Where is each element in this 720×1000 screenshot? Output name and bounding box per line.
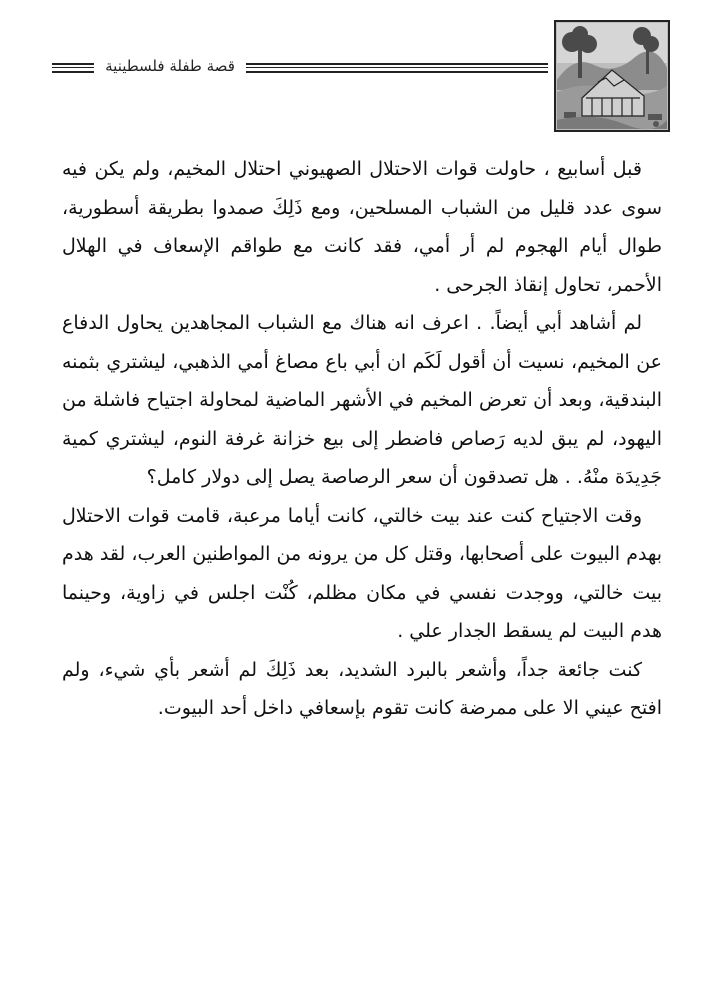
paragraph-3: وقت الاجتياح كنت عند بيت خالتي، كانت أياما مرعبة، قامت قوات الاحتلال بهدم البيوت على أصحابها، وقتل كل من يرونه من المواطنين العرب، لقد هدم بيت خالتي، ووجدت نفسي في مكان مظلم، كُنْت اجلس في زاوية، وحينما هدم البيت لم يسقط الجدار علي .	[62, 504, 662, 642]
paragraph-4: كنت جائعة جداً، وأشعر بالبرد الشديد، بعد ذَلِكَ لم أشعر بأي شيء، ولم افتح عيني الا على ممرضة كانت تقوم بإسعافي داخل أحد البيوت.	[62, 658, 662, 719]
page-header	[0, 0, 720, 140]
header-rule-right	[246, 63, 548, 73]
body-text	[62, 150, 662, 728]
paragraph-1: قبل أسابيع ، حاولت قوات الاحتلال الصهيوني احتلال المخيم، ولم يكن فيه سوى عدد قليل من الشباب المسلحين، ومع ذَلِكَ صمدوا بطريقة أسطورية، طوال أيام الهجوم لم أر أمي، فقد كانت مع طواقم الإسعاف في الهلال الأحمر، تحاول إنقاذ الجرحى .	[62, 158, 662, 296]
ruined-house-illustration-icon	[554, 20, 670, 132]
header-rule-left	[52, 63, 94, 73]
running-title: قصة طفلة فلسطينية	[105, 57, 235, 75]
paragraph-2: لم أشاهد أبي أيضاً. . اعرف انه هناك مع الشباب المجاهدين يحاول الدفاع عن المخيم، نسيت أن أقول لَكَم ان أبي باع مصاغ أمي الذهبي، ليشتري بثمنه البندقية، وبعد أن تعرض المخيم في الأشهر الماضية لمحاولة اجتياح فاشلة من اليهود، لم يبق لديه رَصاص فاضطر إلى بيع خزانة غرفة النوم، ليشتري كمية جَدِيدَة منْهُ. . هل تصدقون أن سعر الرصاصة يصل إلى دولار كامل؟	[62, 312, 662, 488]
